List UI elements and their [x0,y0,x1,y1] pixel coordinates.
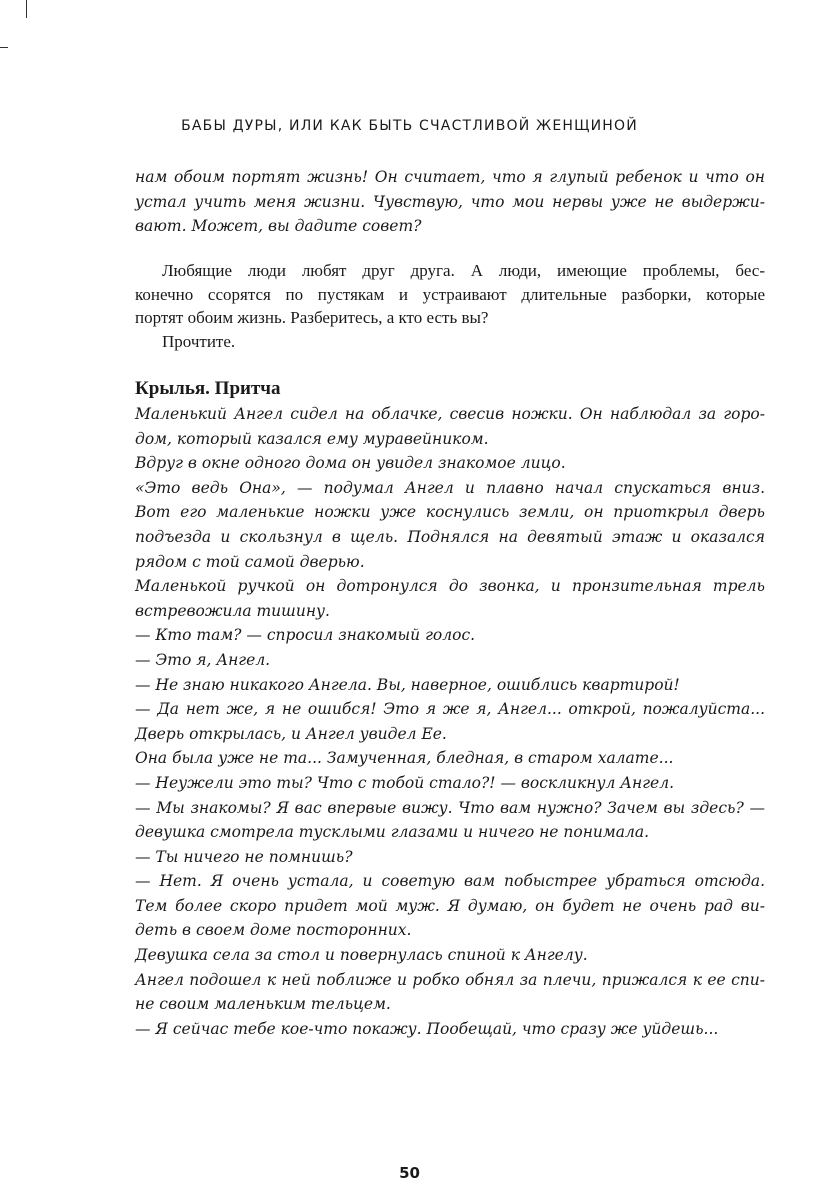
text-line: Девушка села за стол и повернулась спиной к Ангелу. [135,946,588,965]
text-line: — Неужели это ты? Что с тобой стало?! — воскликнул Ангел. [135,773,675,792]
running-head: БАБЫ ДУРЫ, ИЛИ КАК БЫТЬ СЧАСТЛИВОЙ ЖЕНЩИНОЙ [181,118,638,134]
text-line: Тем более скоро придет мой муж. Я думаю, он будет не очень рад ви- [135,896,765,915]
text-line: — Кто там? — спросил знакомый голос. [135,626,476,645]
text-line: — Это я, Ангел. [135,650,271,669]
text-line: девушка смотрела тусклыми глазами и ничего не понимала. [135,823,650,842]
parable-text [135,402,765,1041]
text-line: вают. Может, вы дадите совет? [135,217,422,236]
text-line: Вдруг в окне одного дома он увидел знакомое лицо. [135,454,566,473]
text-line: — Ты ничего не помнишь? [135,847,353,866]
parable-section [135,376,765,1041]
read-instruction: Прочтите. [162,331,236,351]
text-line: Ангел подошел к ней поближе и робко обнял за плечи, прижался к ее спи- [135,970,765,989]
text-line: Маленькой ручкой он дотронулся до звонка, и пронзительная трель [135,577,765,596]
text-line: — Да нет же, я не ошибся! Это я же я, Ангел... открой, пожалуйста... [135,700,765,719]
reader-letter [135,165,765,239]
text-line: рядом с той самой дверью. [135,552,365,571]
crop-mark-horizontal [0,47,8,48]
text-line: Любящие люди любят друг друга. А люди, имеющие проблемы, бес- [162,261,765,280]
text-line: нам обоим портят жизнь! Он считает, что я глупый ребенок и что он [135,168,765,186]
text-line: дом, который казался ему муравейником. [135,429,489,448]
text-line: конечно ссорятся по пустякам и устраивают длительные разборки, которые [135,284,765,304]
letter-paragraph [135,165,765,239]
text-line: Маленький Ангел сидел на облачке, свесив ножки. Он наблюдал за горо- [135,405,765,423]
answer-paragraph [135,259,765,330]
section-heading: Крылья. Притча [135,378,281,399]
text-line: — Нет. Я очень устала, и советую вам побыстрее убраться отсюда. [135,872,765,891]
text-line: «Это ведь Она», — подумал Ангел и плавно начал спускаться вниз. [135,478,765,497]
text-line: деть в своем доме посторонних. [135,921,412,940]
text-line: Вот его маленькие ножки уже коснулись земли, он приоткрыл дверь [135,503,765,522]
page-number: 50 [399,1164,420,1182]
text-line: устал учить меня жизни. Чувствую, что мои нервы уже не выдержи- [135,192,765,211]
text-line: Дверь открылась, и Ангел увидел Ее. [135,724,447,743]
text-line: подъезда и скользнул в щель. Поднялся на девятый этаж и оказался [135,527,765,546]
text-line: портят обоим жизнь. Разберитесь, а кто есть вы? [135,308,489,327]
text-line: встревожила тишину. [135,601,330,620]
text-line: не своим маленьким тельцем. [135,995,391,1014]
author-answer [135,259,765,353]
text-line: Она была уже не та... Замученная, бледная, в старом халате... [135,749,674,768]
text-line: — Мы знакомы? Я вас впервые вижу. Что вам нужно? Зачем вы здесь? — [135,798,765,817]
text-line: — Не знаю никакого Ангела. Вы, наверное, ошиблись квартирой! [135,675,680,694]
crop-mark-vertical [26,0,27,18]
text-line: — Я сейчас тебе кое-что покажу. Пообещай, что сразу же уйдешь... [135,1019,719,1038]
